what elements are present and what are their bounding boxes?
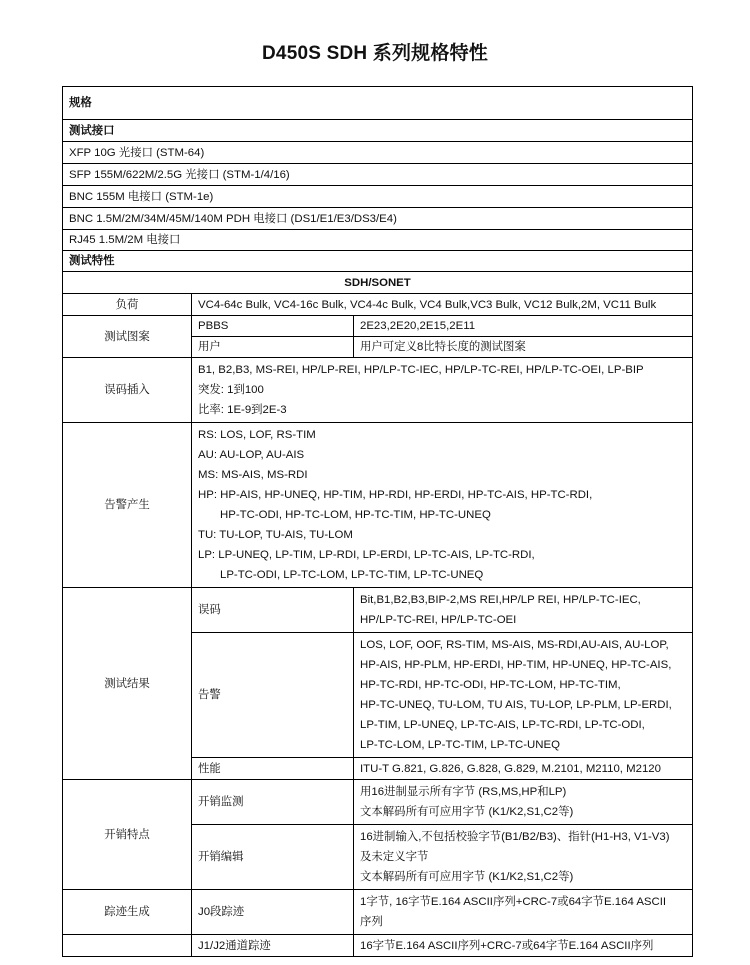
interface-row bbox=[63, 142, 693, 164]
error-insert-line: 突发: 1到100 bbox=[198, 384, 264, 396]
overhead-edit-value bbox=[354, 825, 693, 890]
section-interfaces-row bbox=[63, 120, 693, 142]
error-insert-line: B1, B2,B3, MS-REI, HP/LP-REI, HP/LP-TC-IEC, HP/LP-TC-REI, HP/LP-TC-OEI, LP-BIP bbox=[198, 364, 644, 376]
results-perf-name: 性能 bbox=[192, 758, 354, 780]
results-alarm-line: LOS, LOF, OOF, RS-TIM, MS-AIS, MS-RDI,AU-AIS, AU-LOP, bbox=[360, 639, 669, 651]
results-label: 测试结果 bbox=[63, 588, 192, 780]
trace-j0-value bbox=[354, 890, 693, 935]
results-alarm-line: HP-AIS, HP-PLM, HP-ERDI, HP-TIM, HP-UNEQ, HP-TC-AIS, bbox=[360, 659, 672, 671]
alarm-gen-row bbox=[63, 423, 693, 588]
alarm-gen-line: LP: LP-UNEQ, LP-TIM, LP-RDI, LP-ERDI, LP-TC-AIS, LP-TC-RDI, bbox=[198, 549, 535, 561]
results-error-line: Bit,B1,B2,B3,BIP-2,MS REI,HP/LP REI, HP/LP-TC-IEC, bbox=[360, 594, 641, 606]
overhead-monitor-row bbox=[63, 780, 693, 825]
overhead-monitor-name: 开销监测 bbox=[192, 780, 354, 825]
section-features-row bbox=[63, 251, 693, 272]
results-error-name: 误码 bbox=[192, 588, 354, 633]
overhead-edit-line: 文本解码所有可应用字节 (K1/K2,S1,C2等) bbox=[360, 871, 574, 883]
trace-j1-value: 16字节E.164 ASCII序列+CRC-7或64字节E.164 ASCII序列 bbox=[354, 935, 693, 957]
pattern-name: PBBS bbox=[192, 316, 354, 337]
payload-label: 负荷 bbox=[63, 294, 192, 316]
overhead-monitor-line: 文本解码所有可应用字节 (K1/K2,S1,C2等) bbox=[360, 806, 574, 818]
trace-j0-row bbox=[63, 890, 693, 935]
alarm-gen-line: TU: TU-LOP, TU-AIS, TU-LOM bbox=[198, 529, 353, 541]
section-features: 测试特性 bbox=[63, 251, 693, 272]
overhead-edit-line: 及未定义字节 bbox=[360, 851, 429, 863]
results-alarm-name: 告警 bbox=[192, 633, 354, 758]
results-alarm-line: HP-TC-UNEQ, TU-LOM, TU AIS, TU-LOP, LP-PLM, LP-ERDI, bbox=[360, 699, 672, 711]
interface-row bbox=[63, 208, 693, 230]
pattern-value: 用户可定义8比特长度的测试图案 bbox=[354, 337, 693, 358]
payload-value: VC4-64c Bulk, VC4-16c Bulk, VC4-4c Bulk, VC4 Bulk,VC3 Bulk, VC12 Bulk,2M, VC11 Bulk bbox=[192, 294, 693, 316]
results-alarm-line: LP-TC-LOM, LP-TC-TIM, LP-TC-UNEQ bbox=[360, 739, 560, 751]
overhead-monitor-line: 用16进制显示所有字节 (RS,MS,HP和LP) bbox=[360, 786, 567, 798]
trace-j0-line: 序列 bbox=[360, 916, 383, 928]
error-insert-line: 比率: 1E-9到2E-3 bbox=[198, 404, 287, 416]
sdh-header: SDH/SONET bbox=[63, 272, 693, 294]
pattern-row bbox=[63, 316, 693, 337]
alarm-gen-line: MS: MS-AIS, MS-RDI bbox=[198, 469, 308, 481]
spec-table bbox=[62, 86, 693, 957]
alarm-gen-line: LP-TC-ODI, LP-TC-LOM, LP-TC-TIM, LP-TC-UNEQ bbox=[220, 569, 484, 581]
error-insert-row bbox=[63, 358, 693, 423]
interface-row bbox=[63, 186, 693, 208]
alarm-gen-line: AU: AU-LOP, AU-AIS bbox=[198, 449, 305, 461]
trace-label: 踪迹生成 bbox=[63, 890, 192, 935]
overhead-monitor-value bbox=[354, 780, 693, 825]
alarm-gen-line: HP: HP-AIS, HP-UNEQ, HP-TIM, HP-RDI, HP-ERDI, HP-TC-AIS, HP-TC-RDI, bbox=[198, 489, 593, 501]
interface-item: BNC 155M 电接口 (STM-1e) bbox=[63, 186, 693, 208]
alarm-gen-line: HP-TC-ODI, HP-TC-LOM, HP-TC-TIM, HP-TC-UNEQ bbox=[220, 509, 491, 521]
sdh-header-row bbox=[63, 272, 693, 294]
interface-item: RJ45 1.5M/2M 电接口 bbox=[63, 230, 693, 251]
trace-j1-row bbox=[63, 935, 693, 957]
trace-j1-empty bbox=[63, 935, 192, 957]
interface-item: XFP 10G 光接口 (STM-64) bbox=[63, 142, 693, 164]
page-title: D450S SDH 系列规格特性 bbox=[262, 43, 488, 64]
results-error-row bbox=[63, 588, 693, 633]
alarm-gen-value bbox=[192, 423, 693, 588]
interface-row bbox=[63, 230, 693, 251]
error-insert-value bbox=[192, 358, 693, 423]
results-alarm-line: LP-TIM, LP-UNEQ, LP-TC-AIS, LP-TC-RDI, LP-TC-ODI, bbox=[360, 719, 645, 731]
trace-j0-line: 1字节, 16字节E.164 ASCII序列+CRC-7或64字节E.164 ASCII bbox=[360, 896, 667, 908]
trace-j0-name: J0段踪迹 bbox=[192, 890, 354, 935]
results-alarm-value bbox=[354, 633, 693, 758]
interface-row bbox=[63, 164, 693, 186]
overhead-edit-name: 开销编辑 bbox=[192, 825, 354, 890]
pattern-name: 用户 bbox=[192, 337, 354, 358]
alarm-gen-label: 告警产生 bbox=[63, 423, 192, 588]
results-error-line: HP/LP-TC-REI, HP/LP-TC-OEI bbox=[360, 614, 517, 626]
results-alarm-line: HP-TC-RDI, HP-TC-ODI, HP-TC-LOM, HP-TC-TIM, bbox=[360, 679, 621, 691]
alarm-gen-line: RS: LOS, LOF, RS-TIM bbox=[198, 429, 316, 441]
results-error-value bbox=[354, 588, 693, 633]
overhead-label: 开销特点 bbox=[63, 780, 192, 890]
pattern-value: 2E23,2E20,2E15,2E11 bbox=[354, 316, 693, 337]
section-interfaces: 测试接口 bbox=[63, 120, 693, 142]
error-insert-label: 误码插入 bbox=[63, 358, 192, 423]
trace-j1-name: J1/J2通道踪迹 bbox=[192, 935, 354, 957]
section-spec-row bbox=[63, 87, 693, 120]
payload-row bbox=[63, 294, 693, 316]
results-perf-value: ITU-T G.821, G.826, G.828, G.829, M.2101, M2110, M2120 bbox=[354, 758, 693, 780]
interface-item: SFP 155M/622M/2.5G 光接口 (STM-1/4/16) bbox=[63, 164, 693, 186]
interface-item: BNC 1.5M/2M/34M/45M/140M PDH 电接口 (DS1/E1/E3/DS3/E4) bbox=[63, 208, 693, 230]
section-spec: 规格 bbox=[63, 87, 693, 120]
overhead-edit-line: 16进制输入,不包括校验字节(B1/B2/B3)、指针(H1-H3, V1-V3) bbox=[360, 831, 670, 843]
pattern-label: 测试图案 bbox=[63, 316, 192, 358]
